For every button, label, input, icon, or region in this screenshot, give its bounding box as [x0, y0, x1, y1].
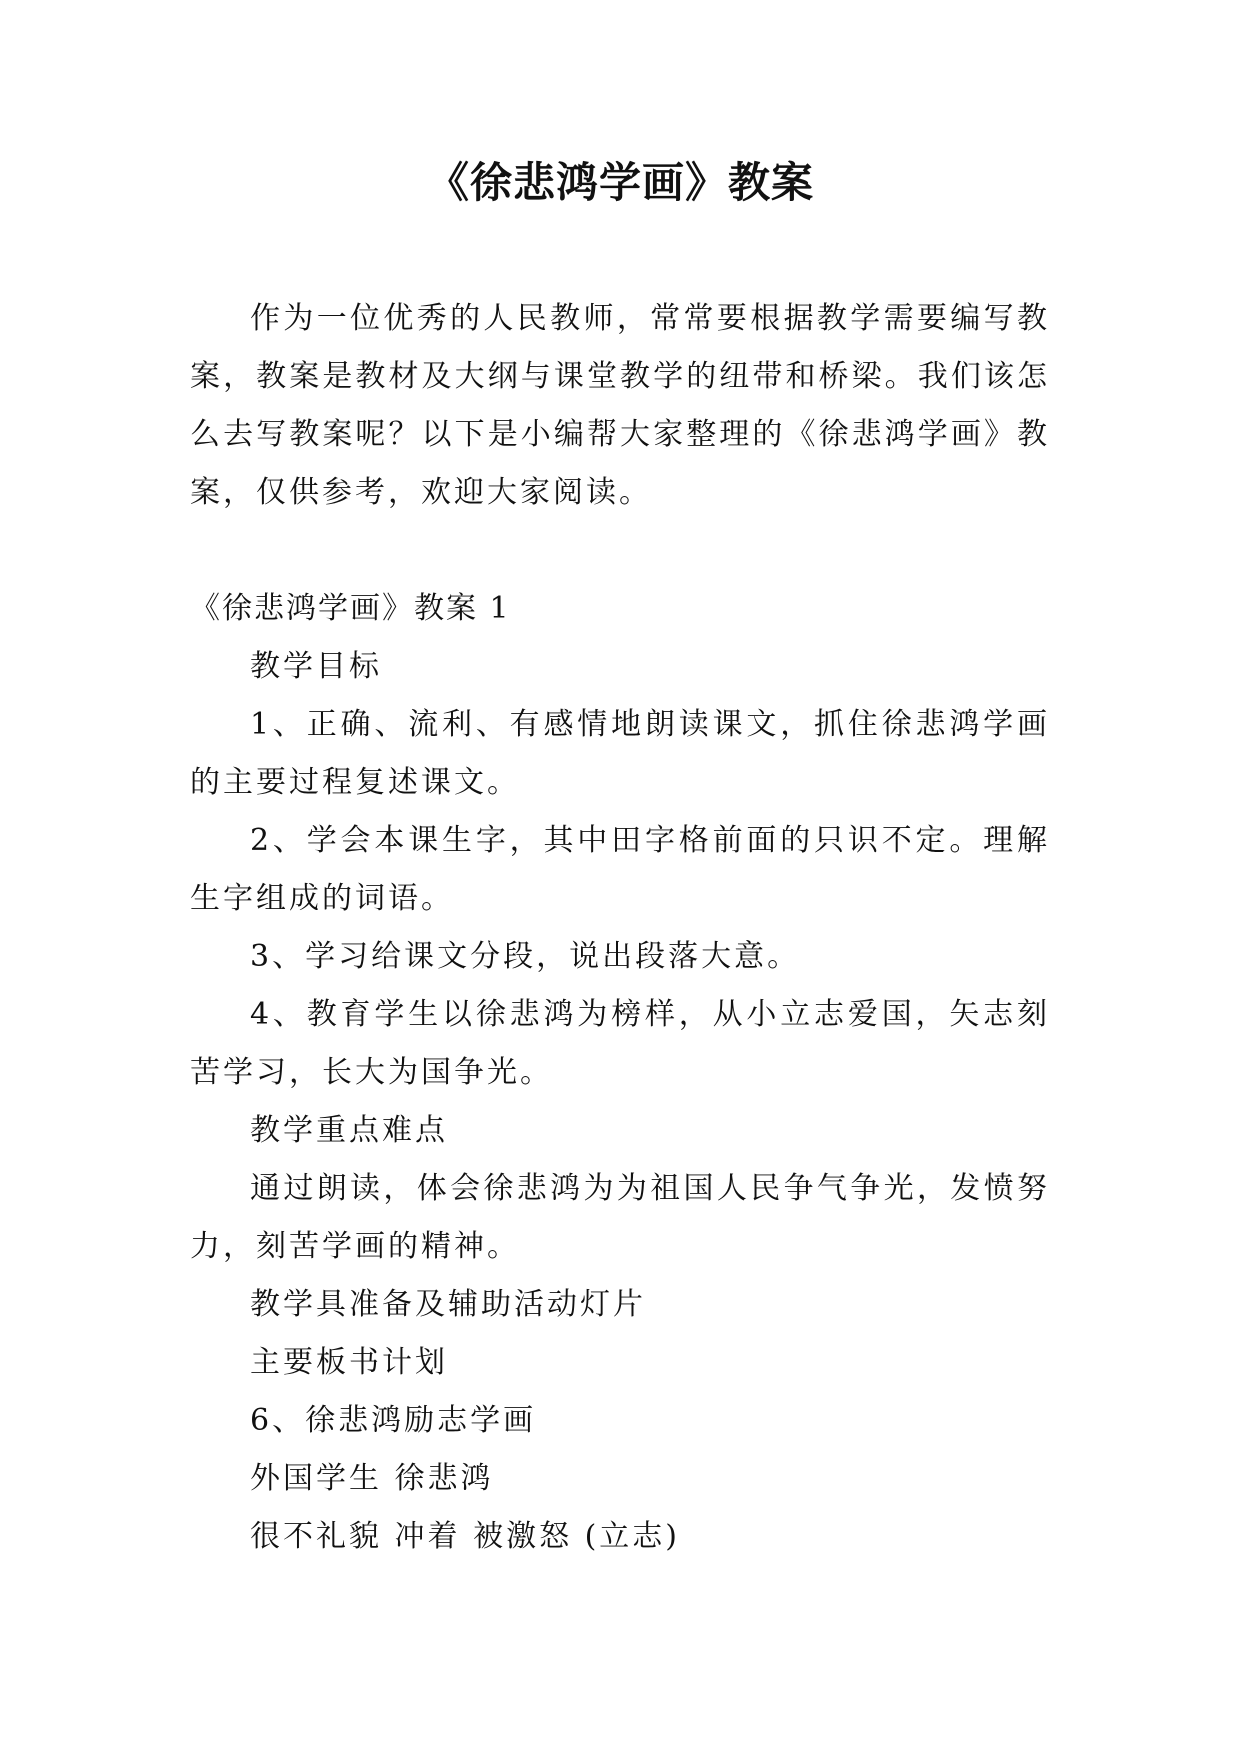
- board-plan-line-1: 6、徐悲鸿励志学画: [250, 1403, 537, 1438]
- goal-item-3: 3、学习给课文分段，说出段落大意。: [250, 939, 801, 974]
- document-body: [190, 290, 1050, 1566]
- key-points-paragraph: 通过朗读，体会徐悲鸿为为祖国人民争气争光，发愤努力，刻苦学画的精神。: [190, 1171, 1050, 1264]
- goal-item-4: 4、教育学生以徐悲鸿为榜样，从小立志爱国，矢志刻苦学习，长大为国争光。: [190, 997, 1050, 1090]
- section-heading: 《徐悲鸿学画》教案 1: [190, 591, 511, 626]
- intro-paragraph: 作为一位优秀的人民教师，常常要根据教学需要编写教案，教案是教材及大纲与课堂教学的纽带和桥梁。我们该怎么去写教案呢？以下是小编帮大家整理的《徐悲鸿学画》教案，仅供参考，欢迎大家阅读。: [190, 301, 1050, 510]
- subheading-teaching-goals: 教学目标: [250, 649, 382, 684]
- board-plan-line-3: 很不礼貌 冲着 被激怒 (立志): [250, 1519, 681, 1554]
- goal-item-1: 1、正确、流利、有感情地朗读课文，抓住徐悲鸿学画的主要过程复述课文。: [190, 707, 1050, 800]
- document-title: 《徐悲鸿学画》教案: [426, 158, 814, 207]
- subheading-board-plan: 主要板书计划: [250, 1345, 448, 1380]
- goal-item-2: 2、学会本课生字，其中田字格前面的只识不定。理解生字组成的词语。: [190, 823, 1050, 916]
- subheading-key-points: 教学重点难点: [250, 1113, 448, 1148]
- board-plan-line-2: 外国学生 徐悲鸿: [250, 1461, 494, 1496]
- materials-line: 教学具准备及辅助活动灯片: [250, 1287, 646, 1322]
